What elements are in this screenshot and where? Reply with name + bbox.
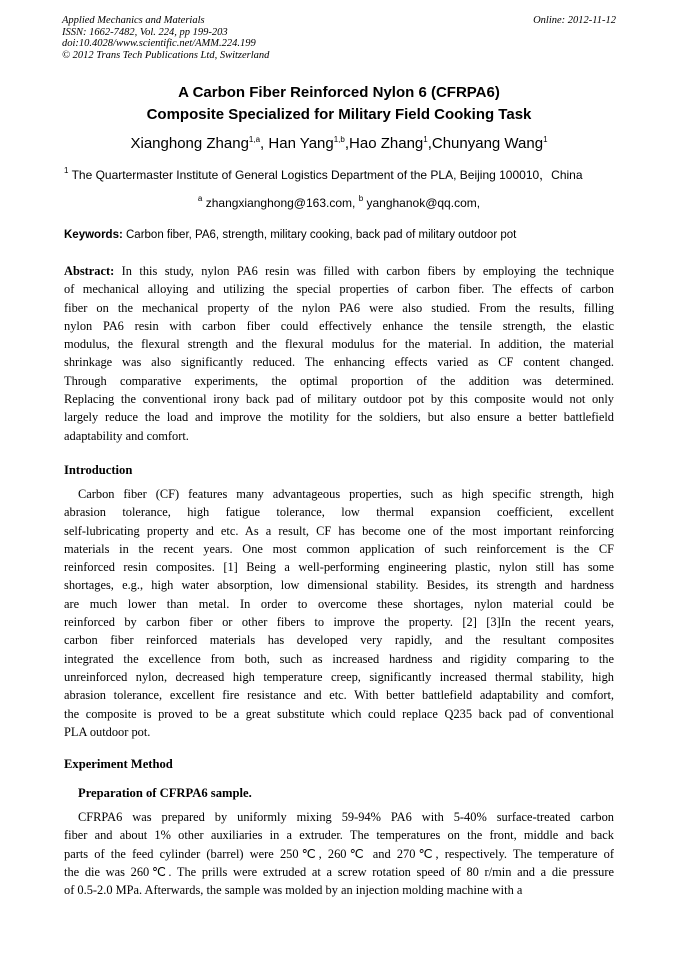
affiliation-marker: 1 xyxy=(64,166,69,175)
text-line-content: reinforced resin composites. [1] Being a well-performing engineering plastic, nylon still has some xyxy=(64,560,614,575)
text-line xyxy=(64,705,614,723)
method-subheading: Preparation of CFRPA6 sample. xyxy=(78,786,252,800)
text-line xyxy=(64,826,614,844)
text-line xyxy=(64,335,614,353)
text-line-content: Replacing the conventional irony back pad of military outdoor pot by this composite would not only xyxy=(64,392,614,407)
abstract-label: Abstract: xyxy=(64,264,115,278)
author-separator: , xyxy=(344,135,350,152)
text-line-content: Through comparative experiments, the optimal proportion of the addition was determined. xyxy=(64,373,614,388)
affiliation-text: The Quartermaster Institute of General Logistics Department of the PLA, Beijing 100010，China xyxy=(71,168,583,182)
journal-issn: ISSN: 1662-7482, Vol. 224, pp 199-203 xyxy=(62,26,228,38)
text-line-content: integrated the excellence from both, such as increased hardness and rigidity comparing to the xyxy=(64,651,614,666)
text-line xyxy=(64,522,614,540)
text-line xyxy=(64,631,614,649)
keywords-label: Keywords: xyxy=(64,229,123,241)
paper-title-line2: Composite Specialized for Military Field Cooking Task xyxy=(146,106,532,123)
text-line xyxy=(64,558,614,576)
text-line-content: PLA outdoor pot. xyxy=(64,724,151,739)
author-name: Xianghong Zhang xyxy=(130,135,249,152)
email-b-marker: b xyxy=(358,194,364,203)
text-line-content: Carbon fiber (CF) features many advantageous properties, such as high specific strength, high xyxy=(78,487,614,501)
method-paragraph xyxy=(64,808,614,899)
journal-doi: doi:10.4028/www.scientific.net/AMM.224.199 xyxy=(62,38,256,49)
author-affiliation-marker: 1,a xyxy=(248,135,261,144)
text-line-content: adaptability and comfort. xyxy=(64,428,189,443)
text-line xyxy=(64,280,614,298)
text-line xyxy=(64,372,614,390)
text-line xyxy=(64,845,614,863)
affiliation xyxy=(64,166,583,183)
journal-header xyxy=(62,15,616,61)
journal-copyright: © 2012 Trans Tech Publications Ltd, Switzerland xyxy=(62,49,270,61)
text-line-content: unreinforced nylon, decreased high temperature creep, significantly increased thermal stability, high xyxy=(64,669,614,684)
text-line xyxy=(64,262,614,280)
text-line xyxy=(64,317,614,335)
text-line xyxy=(64,427,614,445)
text-line xyxy=(64,503,614,521)
text-line xyxy=(64,540,614,558)
online-date: Online: 2012-11-12 xyxy=(533,15,616,26)
text-line-content: the composite is proved to be a great substitute which could replace Q235 back pad of conventional xyxy=(64,706,614,721)
text-line-content: largely reduce the load and improve the motility for the soldiers, but also ensure a better battlefield xyxy=(64,410,614,425)
text-line xyxy=(64,863,614,881)
text-line-content: the die was 260℃. The prills were extruded at a screw rotation speed of 80 r/min and a die pressure xyxy=(64,864,614,879)
author-separator: , xyxy=(427,135,432,152)
text-line-content: fiber and about 1% other auxiliaries in a extruder. The temperatures on the front, middle and back xyxy=(64,828,614,843)
text-line xyxy=(64,299,614,317)
text-line-content: In this study, nylon PA6 resin was filled with carbon fibers by employing the technique xyxy=(121,264,614,278)
author-affiliation-marker: 1,b xyxy=(333,135,345,144)
introduction-heading: Introduction xyxy=(64,463,133,477)
text-line xyxy=(64,576,614,594)
text-line-content: parts of the feed cylinder (barrel) were 250℃, 260℃ and 270℃, respectively. The temperature of xyxy=(64,846,614,861)
introduction-paragraph xyxy=(64,485,614,741)
text-line xyxy=(64,390,614,408)
paper-title-line1: A Carbon Fiber Reinforced Nylon 6 (CFRPA6) xyxy=(178,84,500,101)
text-line xyxy=(64,650,614,668)
text-line xyxy=(64,668,614,686)
text-line-content: of 0.5-2.0 MPa. Afterwards, the sample was molded by an injection molding machine with a xyxy=(64,883,523,898)
text-line-content: self-lubricating property and etc. As a result, CF has become one of the most important reinforcing xyxy=(64,523,614,538)
text-line xyxy=(64,686,614,704)
text-line xyxy=(64,353,614,371)
text-line-content: reinforced by carbon fiber or other fibers to improve the property. [2] [3]In the recent years, xyxy=(64,615,614,630)
text-line-content: abrasion tolerance, excellent fire resistance and etc. With better battlefield adaptability and comfort, xyxy=(64,688,614,703)
author-name: Hao Zhang xyxy=(349,135,424,152)
text-line-content: CFRPA6 was prepared by uniformly mixing 59-94% PA6 with 5-40% surface-treated carbon xyxy=(78,810,614,824)
text-line-content: abrasion tolerance, high fatigue tolerance, low thermal expansion coefficient, excellent xyxy=(64,505,614,520)
email-a[interactable]: zhangxianghong@163.com, xyxy=(205,196,356,210)
text-line-content: fiber on the mechanical property of the nylon PA6 were also studied. From the results, filling xyxy=(64,300,614,315)
author-affiliation-marker: 1 xyxy=(543,135,548,144)
author-name: Han Yang xyxy=(268,135,334,152)
author-list xyxy=(0,135,678,152)
email-a-marker: a xyxy=(197,194,203,203)
text-line xyxy=(64,881,614,899)
author-name: Chunyang Wang xyxy=(431,135,544,152)
text-line-content: shrinkage was also significantly reduced. The enhancing effects varied as CF content changed. xyxy=(64,355,614,370)
author-emails xyxy=(0,196,678,210)
text-line-content: modulus, the flexural strength and the flexural modulus for the material. In addition, the material xyxy=(64,337,614,352)
text-line xyxy=(64,595,614,613)
author-affiliation-marker: 1 xyxy=(423,135,428,144)
author-separator: , xyxy=(260,135,269,152)
text-line-content: of mechanical alloying and utilizing the special properties of carbon fiber. The effects of carbon xyxy=(64,282,614,297)
text-line xyxy=(64,408,614,426)
text-line xyxy=(64,485,614,503)
text-line xyxy=(64,723,614,741)
keywords xyxy=(64,229,516,241)
text-line-content: shortages, e.g., high water absorption, low dimensional stability. Besides, its strength and hardness xyxy=(64,578,614,593)
abstract-paragraph xyxy=(64,262,614,445)
text-line-content: nylon PA6 resin with carbon fiber could effectively enhance the tensile strength, the elastic xyxy=(64,318,614,333)
method-heading: Experiment Method xyxy=(64,757,173,771)
keywords-text: Carbon fiber, PA6, strength, military cooking, back pad of military outdoor pot xyxy=(126,229,517,241)
journal-name: Applied Mechanics and Materials xyxy=(62,15,205,26)
email-b[interactable]: yanghanok@qq.com, xyxy=(366,196,481,210)
text-line xyxy=(64,808,614,826)
text-line-content: are much lower than metal. In order to overcome these shortages, nylon material could be xyxy=(64,596,614,611)
text-line-content: carbon fiber reinforced materials has developed very rapidly, and the resultant composites xyxy=(64,633,614,648)
text-line-content: materials in the recent years. One most common application of such reinforcement is the CF xyxy=(64,541,614,556)
text-line xyxy=(64,613,614,631)
